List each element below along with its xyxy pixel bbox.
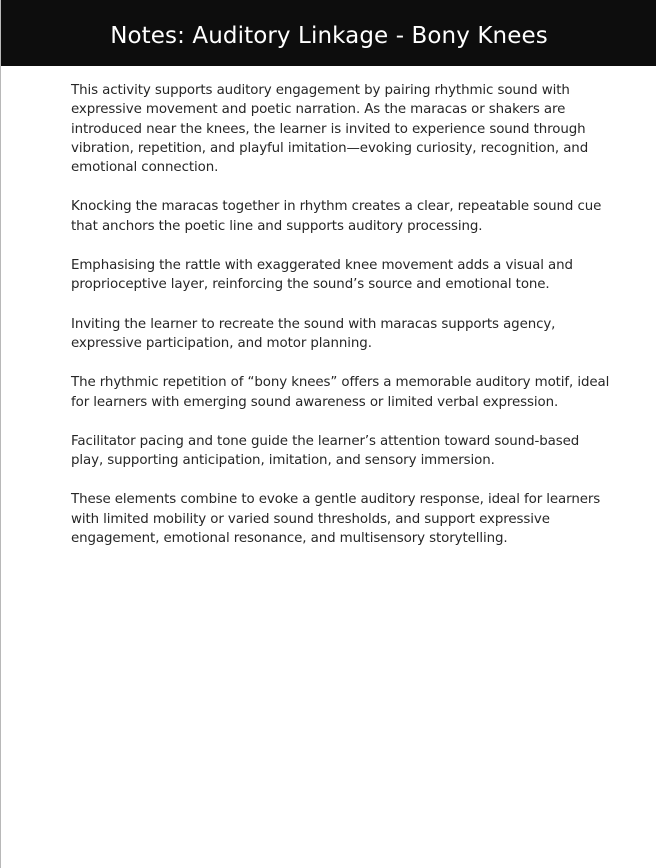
note-paragraph-pacing: Facilitator pacing and tone guide the learner’s attention toward sound-based play, supporting anticipation, imitation, and sensory immersion. [71, 433, 580, 469]
note-paragraph-intro: This activity supports auditory engagement by pairing rhythmic sound with expressive movement and poetic narration. As the maracas or shakers are introduced near the knees, the learner is invited to experience sound through vibration, repetition, and playful imitation—evoking curiosity, recognition, and emotional connection. [71, 83, 589, 176]
title-banner [1, 0, 656, 66]
note-paragraph-knocking: Knocking the maracas together in rhythm creates a clear, repeatable sound cue that anchors the poetic line and supports auditory processing. [71, 199, 602, 234]
page-title: Notes: Auditory Linkage - Bony Knees [110, 23, 548, 49]
note-paragraph-emphasising: Emphasising the rattle with exaggerated knee movement adds a visual and proprioceptive layer, reinforcing the sound’s source and emotional tone. [71, 258, 573, 293]
notes-body [71, 81, 611, 568]
note-paragraph-repetition: The rhythmic repetition of “bony knees” offers a memorable auditory motif, ideal for learners with emerging sound awareness or limited verbal expression. [71, 375, 610, 410]
note-paragraph-summary: These elements combine to evoke a gentle auditory response, ideal for learners with limited mobility or varied sound thresholds, and support expressive engagement, emotional resonance, and multisensory storytelling. [71, 492, 601, 547]
note-paragraph-inviting: Inviting the learner to recreate the sound with maracas supports agency, expressive participation, and motor planning. [71, 316, 556, 351]
